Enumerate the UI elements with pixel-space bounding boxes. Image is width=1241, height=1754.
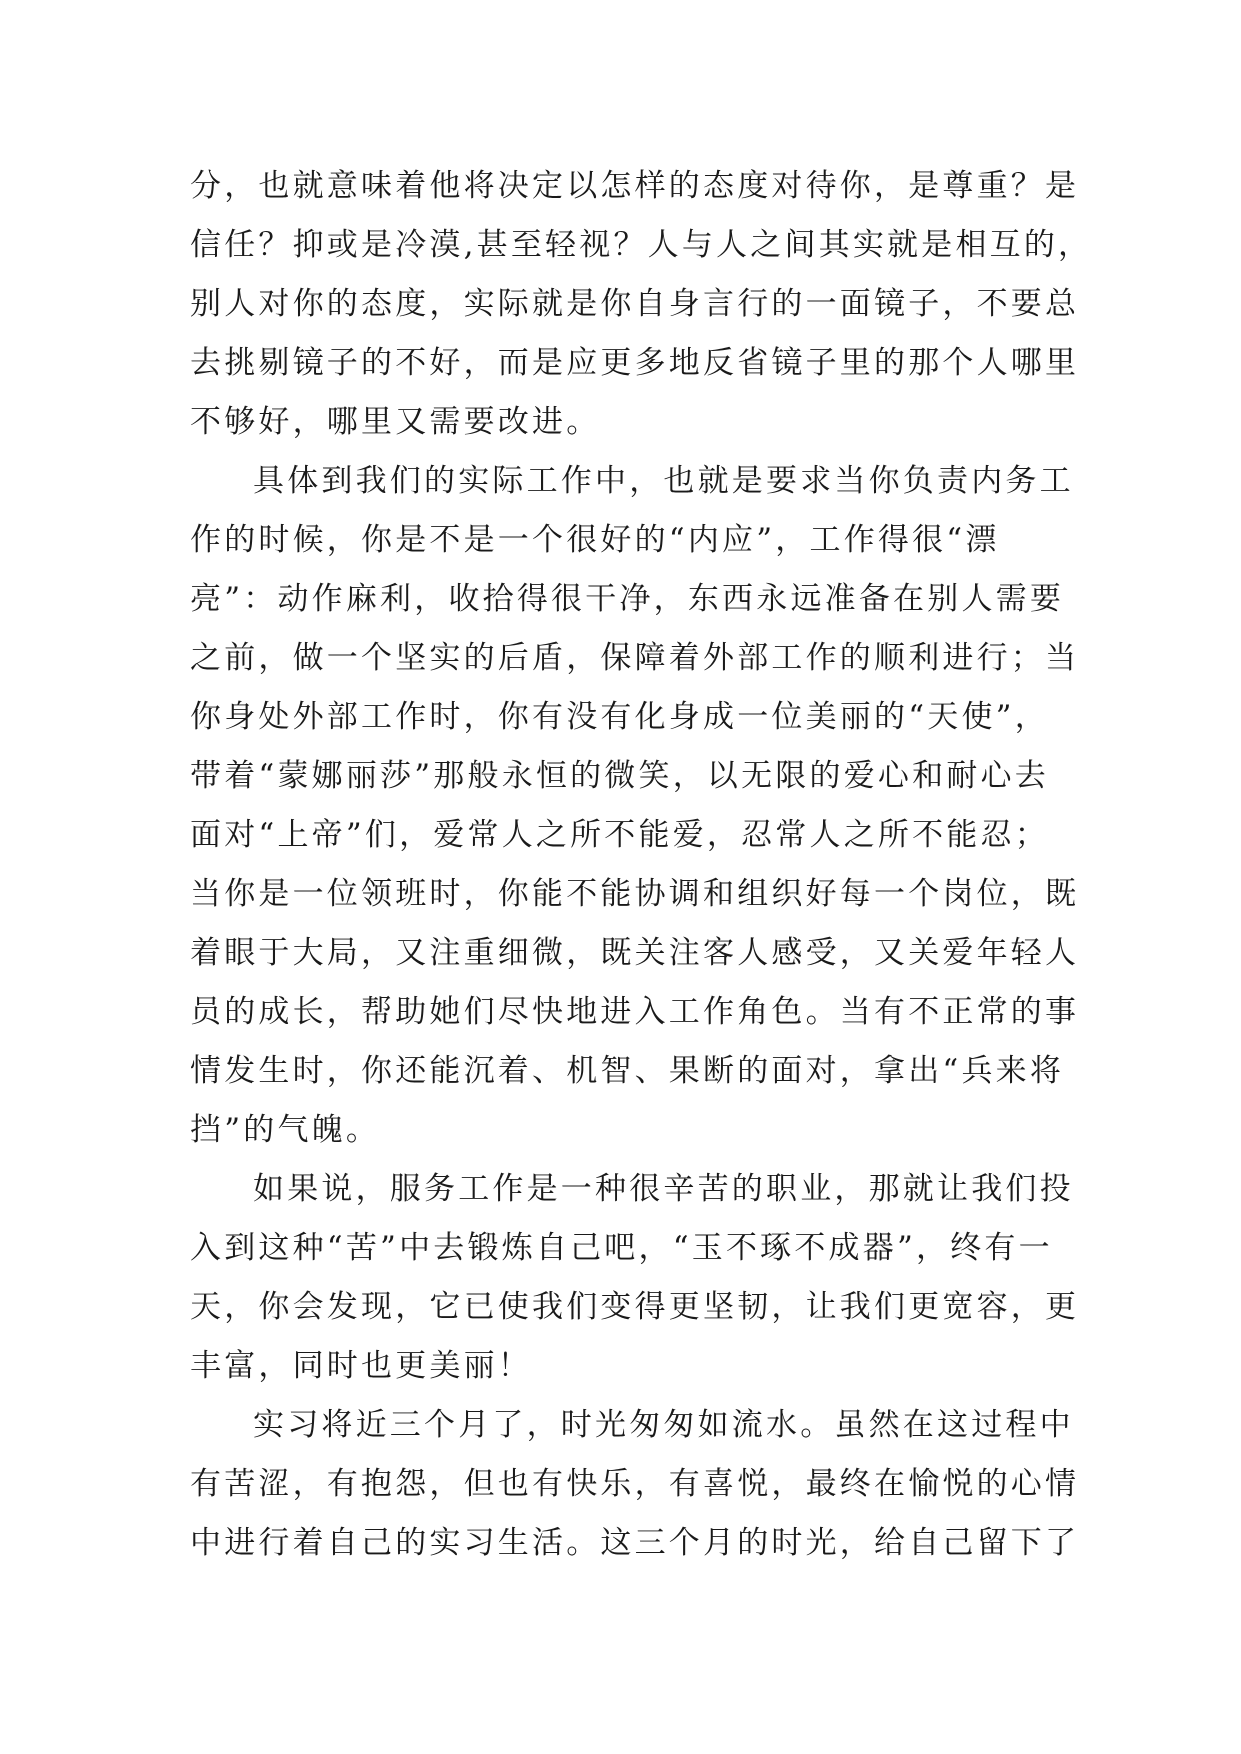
text-line: 去挑剔镜子的不好，而是应更多地反省镜子里的那个人哪里 bbox=[190, 345, 1080, 381]
text-line: 着眼于大局，又注重细微，既关注客人感受，又关爱年轻人 bbox=[190, 935, 1080, 971]
text-line: 丰富，同时也更美丽！ bbox=[190, 1348, 532, 1384]
text-line: 入到这种“苦”中去锻炼自己吧，“玉不琢不成器”，终有一 bbox=[190, 1230, 1053, 1266]
text-line: 当你是一位领班时，你能不能协调和组织好每一个岗位，既 bbox=[190, 876, 1080, 912]
text-line: 作的时候，你是不是一个很好的“内应”，工作得很“漂 bbox=[190, 522, 1000, 558]
text-line: 信任？抑或是冷漠,甚至轻视？人与人之间其实就是相互的， bbox=[190, 227, 1093, 263]
paragraph-start-line: 具体到我们的实际工作中，也就是要求当你负责内务工 bbox=[253, 463, 1074, 499]
paragraph-start-line: 实习将近三个月了，时光匆匆如流水。虽然在这过程中 bbox=[253, 1407, 1074, 1443]
text-line: 面对“上帝”们，爱常人之所不能爱，忍常人之所不能忍； bbox=[190, 817, 1049, 853]
text-line: 员的成长，帮助她们尽快地进入工作角色。当有不正常的事 bbox=[190, 994, 1080, 1030]
text-line: 带着“蒙娜丽莎”那般永恒的微笑，以无限的爱心和耐心去 bbox=[190, 758, 1049, 794]
text-line: 中进行着自己的实习生活。这三个月的时光，给自己留下了 bbox=[190, 1525, 1080, 1561]
text-line: 之前，做一个坚实的后盾，保障着外部工作的顺利进行；当 bbox=[190, 640, 1080, 676]
text-line: 不够好，哪里又需要改进。 bbox=[190, 404, 601, 440]
text-line: 挡”的气魄。 bbox=[190, 1112, 381, 1148]
text-line: 有苦涩，有抱怨，但也有快乐，有喜悦，最终在愉悦的心情 bbox=[190, 1466, 1080, 1502]
text-line: 天，你会发现，它已使我们变得更坚韧，让我们更宽容，更 bbox=[190, 1289, 1080, 1325]
text-line: 情发生时，你还能沉着、机智、果断的面对，拿出“兵来将 bbox=[190, 1053, 1065, 1089]
text-line: 分，也就意味着他将决定以怎样的态度对待你，是尊重？是 bbox=[190, 168, 1080, 204]
paragraph-start-line: 如果说，服务工作是一种很辛苦的职业，那就让我们投 bbox=[253, 1171, 1074, 1207]
text-line: 你身处外部工作时，你有没有化身成一位美丽的“天使”， bbox=[190, 699, 1049, 735]
text-line: 亮”：动作麻利，收拾得很干净，东西永远准备在别人需要 bbox=[190, 581, 1065, 617]
text-line: 别人对你的态度，实际就是你自身言行的一面镜子，不要总 bbox=[190, 286, 1080, 322]
